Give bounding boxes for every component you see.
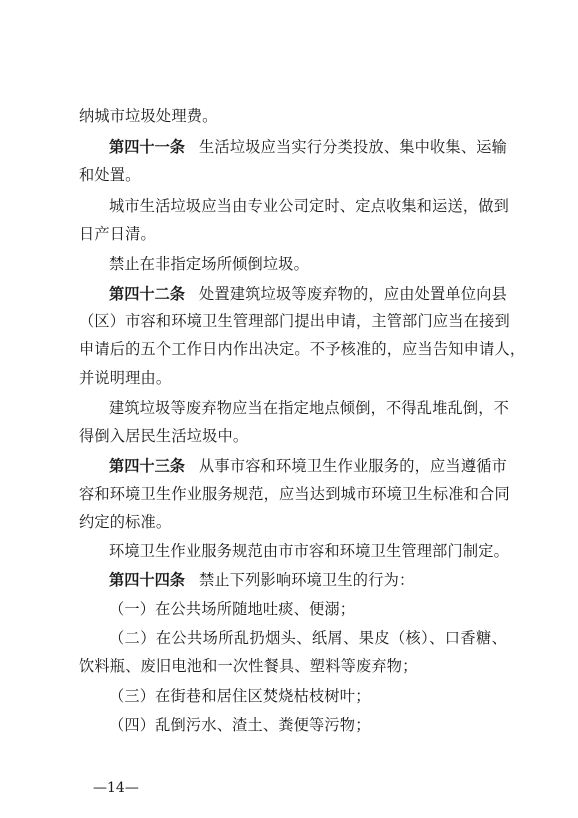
paragraph-line: 禁止在非指定场所倾倒垃圾。 <box>109 255 310 273</box>
paragraph-line: 纳城市垃圾处理费。 <box>79 107 218 125</box>
article-number: 第四十三条 <box>109 457 186 475</box>
paragraph-line: 饮料瓶、废旧电池和一次性餐具、塑料等废弃物； <box>79 657 418 675</box>
paragraph-line: 环境卫生作业服务规范由市市容和环境卫生管理部门制定。 <box>109 542 510 560</box>
article-number: 第四十一条 <box>109 138 186 156</box>
list-item: （二）在公共场所乱扔烟头、纸屑、果皮（核）、口香糖、 <box>109 629 507 647</box>
page-number: —14— <box>93 780 139 796</box>
paragraph-line: 并说明理由。 <box>79 369 172 387</box>
article-number: 第四十二条 <box>109 285 186 303</box>
paragraph-line: （区）市容和环境卫生管理部门提出申请，主管部门应当在接到 <box>79 312 510 330</box>
paragraph-line: 容和环境卫生作业服务规范，应当达到城市环境卫生标准和合同 <box>79 485 510 503</box>
list-item: （四）乱倒污水、渣土、粪便等污物； <box>109 716 371 734</box>
paragraph-line: 申请后的五个工作日内作出决定。不予核准的，应当告知申请人， <box>79 340 526 358</box>
article-43-heading-line: 第四十三条 从事市容和环境卫生作业服务的，应当遵循市 <box>109 457 508 475</box>
paragraph-line: 日产日清。 <box>79 225 156 243</box>
paragraph-line: 建筑垃圾等废弃物应当在指定地点倾倒，不得乱堆乱倒，不 <box>109 399 510 417</box>
paragraph-line: 城市生活垃圾应当由专业公司定时、定点收集和运送，做到 <box>109 197 510 215</box>
paragraph-line: 和处置。 <box>79 166 141 184</box>
list-item: （三）在街巷和居住区焚烧枯枝树叶； <box>109 687 371 705</box>
article-42-heading-line: 第四十二条 处置建筑垃圾等废弃物的，应由处置单位向县 <box>109 285 508 303</box>
article-41-heading-line: 第四十一条 生活垃圾应当实行分类投放、集中收集、运输 <box>109 138 508 156</box>
article-44-heading-line: 第四十四条 禁止下列影响环境卫生的行为： <box>109 571 415 589</box>
paragraph-line: 得倒入居民生活垃圾中。 <box>79 427 249 445</box>
paragraph-line: 约定的标准。 <box>79 513 172 531</box>
article-number: 第四十四条 <box>109 571 185 589</box>
list-item: （一）在公共场所随地吐痰、便溺； <box>109 600 356 618</box>
